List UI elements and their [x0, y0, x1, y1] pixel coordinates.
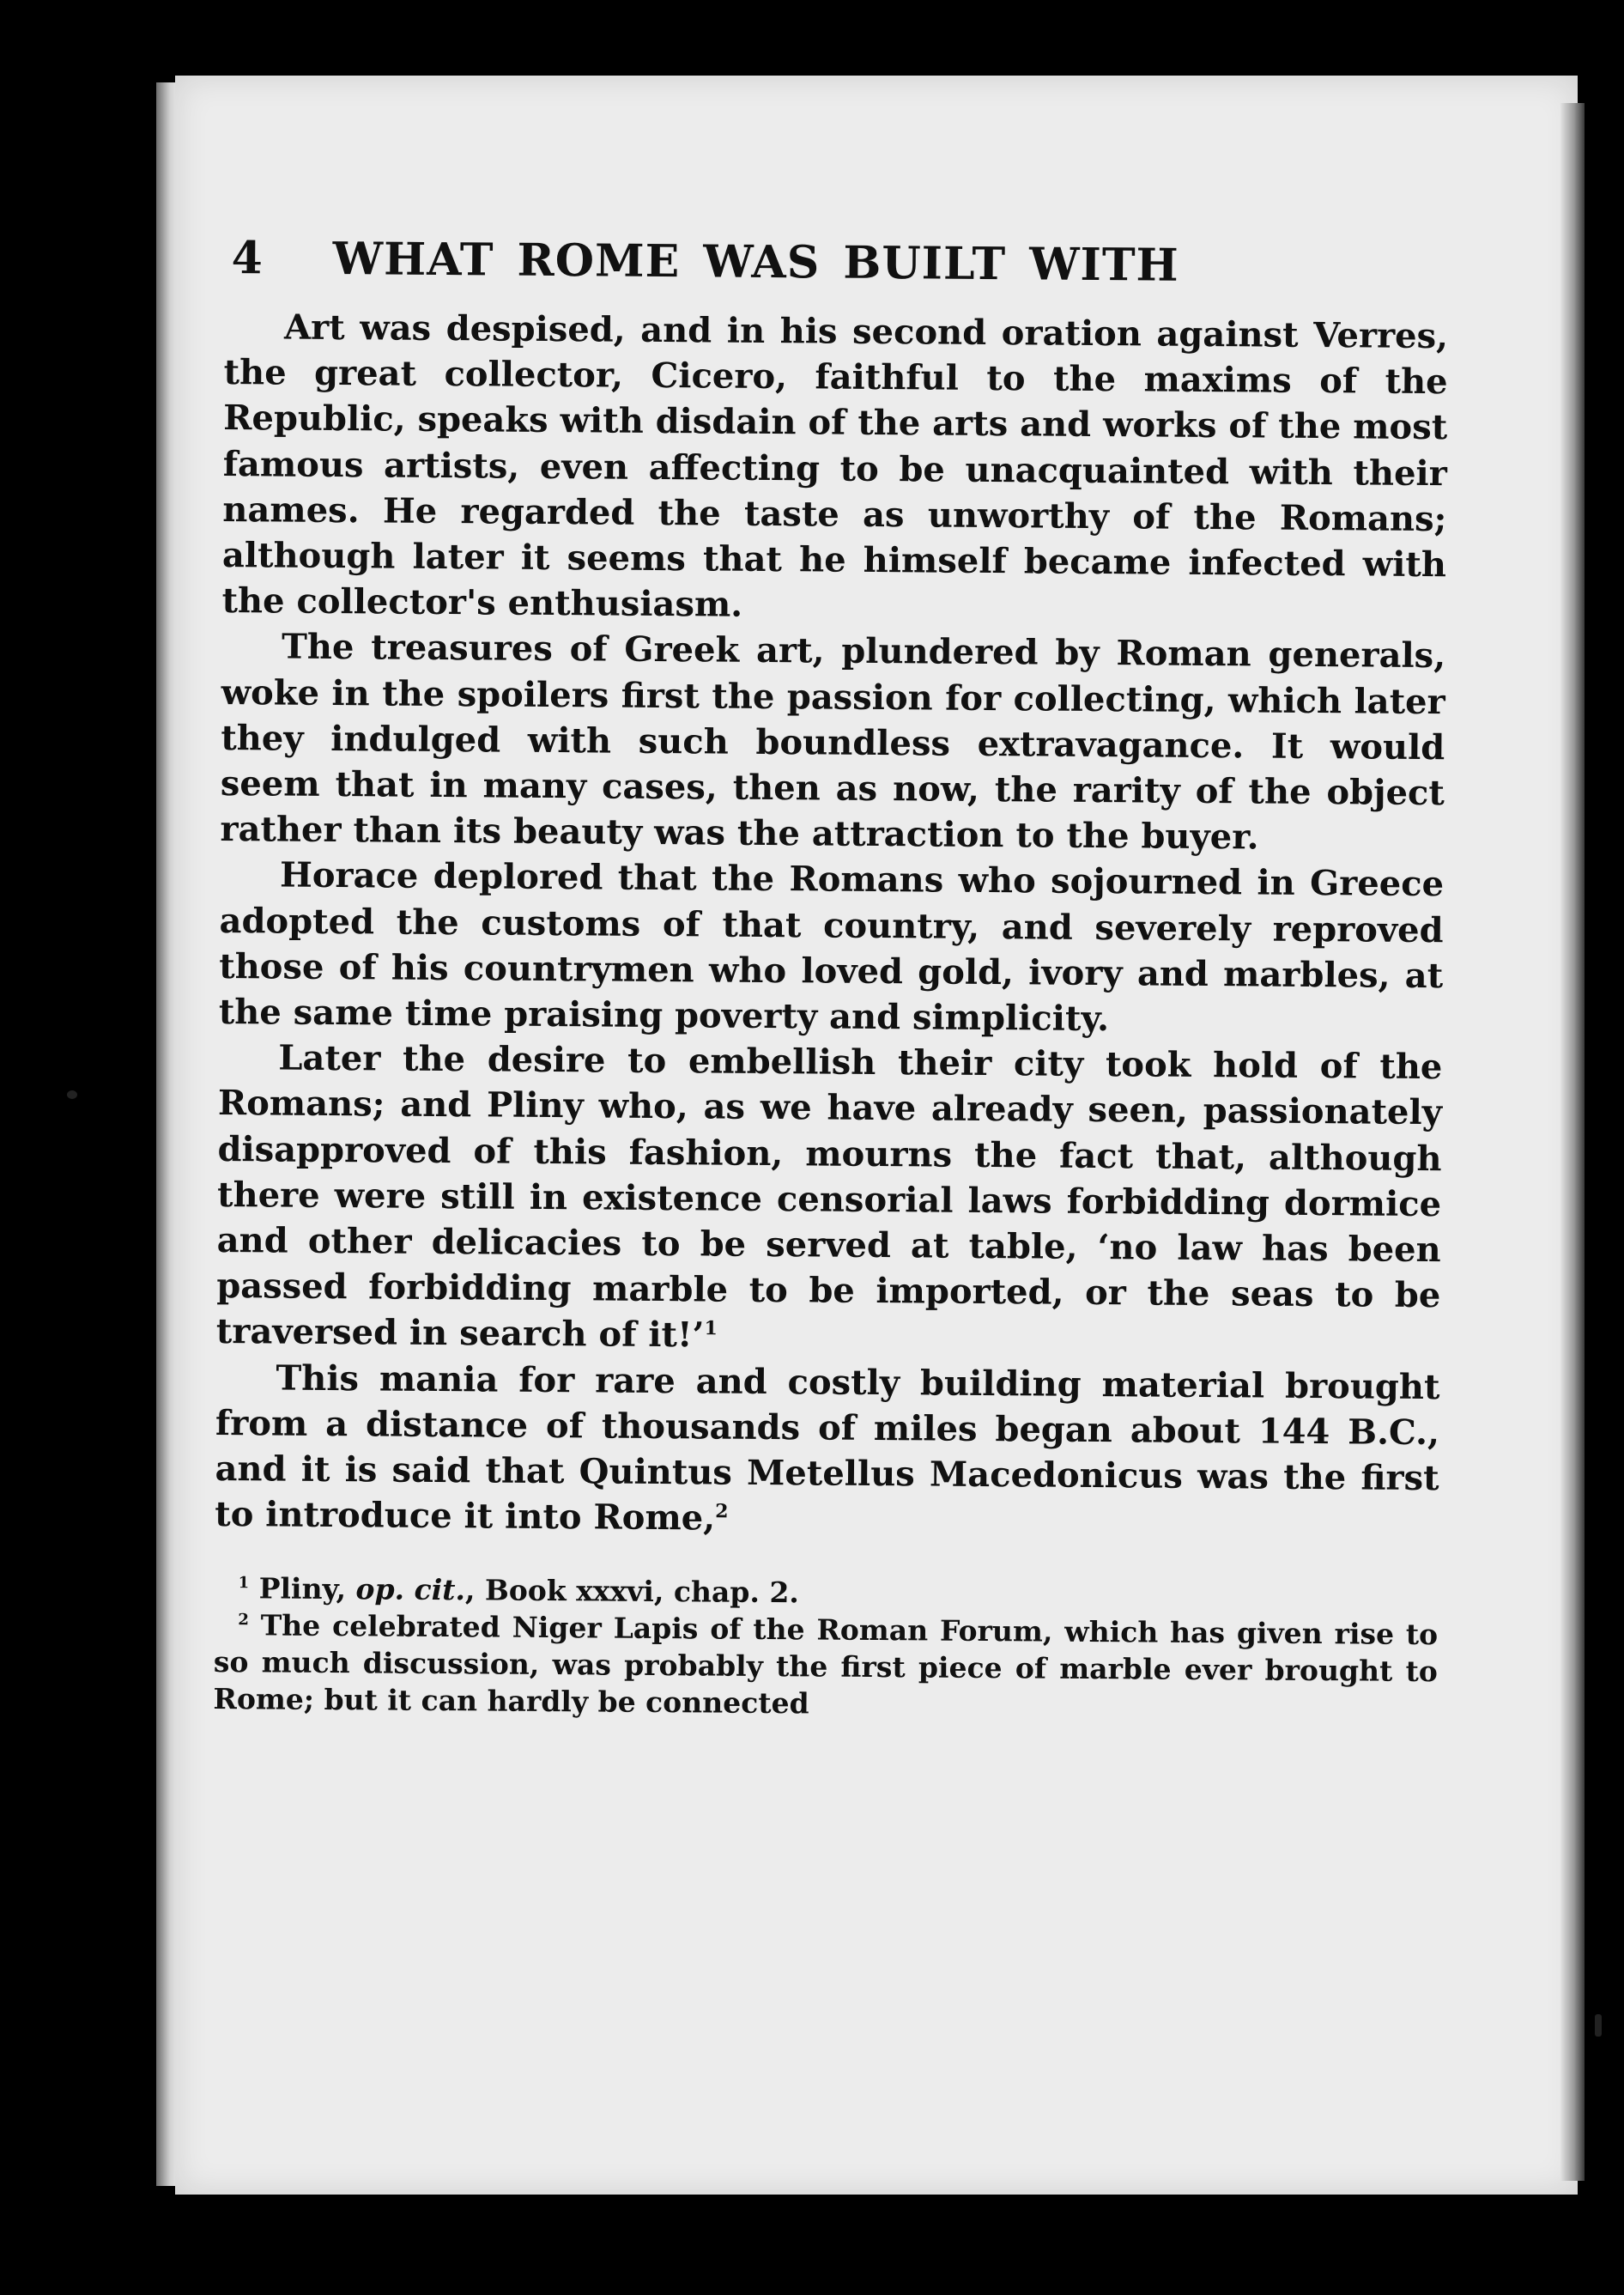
right-page-edge [1560, 103, 1585, 2181]
body-text [215, 304, 1448, 1547]
footnote-2-text: The celebrated Niger Lapis of the Roman Forum, which has given rise to so much discussion, was probably the first piece of marble ever brought to Rome; but it can hardly be connected [213, 1608, 1439, 1721]
paragraph-pliny [216, 1035, 1443, 1364]
paragraph-horace: Horace deplored that the Romans who sojourned in Greece adopted the customs of that country, and severely reproved those of his countrymen who loved gold, ivory and marbles, at the same time praising poverty and simplicity. [218, 854, 1445, 1040]
page-text-block [213, 225, 1449, 1727]
page-number: 4 [231, 232, 264, 285]
footnote-ref-1: 1 [704, 1317, 718, 1340]
paragraph-marble-mania-text: This mania for rare and costly building material brought from a distance of thousands of miles began about 144 B.C., and it is said that Quintus Metellus Macedonicus was the first to introduce it into Rome, [215, 1357, 1440, 1539]
paragraph-art-despised: Art was despised, and in his second oration against Verres, the great collector, Cicero, faithful to the maxims of the Republic, speaks with disdain of the arts and works of the most famous artists, even affecting to be unacquainted with their names. He regarded the taste as unworthy of the Romans; although later it seems that he himself became infected with the collector's enthusiasm. [221, 307, 1449, 625]
scan-speck [67, 1090, 77, 1099]
running-head [224, 225, 1449, 301]
footnote-ref-2: 2 [715, 1500, 729, 1523]
footnote-1-italic: op. cit. [355, 1572, 466, 1607]
paragraph-pliny-text: Later the desire to embellish their city took hold of the Romans; and Pliny who, as we have already seen, passionately disapproved of this fashion, mourns the fact that, although there were still in existence censorial laws forbidding dormice and other delicacies to be served at table, ‘no law has been passed forbidding marble to be imported, or the seas to be traversed in search of it!’ [215, 1037, 1443, 1356]
paragraph-greek-treasures: The treasures of Greek art, plundered by Roman generals, woke in the spoilers first the passion for collecting, which later they indulged with such boundless extravagance. It would seem that in many cases, then as now, the rarity of the object rather than its beauty was the attraction to the buyer. [220, 626, 1446, 858]
footnote-2 [213, 1606, 1438, 1727]
paragraph-marble-mania [215, 1355, 1440, 1547]
footnotes [213, 1569, 1438, 1727]
scan-speck [1595, 2014, 1602, 2037]
footnote-1-after: , Book xxxvi, chap. 2. [464, 1573, 800, 1610]
footnote-1-number: 1 [238, 1574, 250, 1593]
footnote-1-before: Pliny, [258, 1571, 356, 1606]
footnote-2-number: 2 [238, 1611, 249, 1630]
running-title: WHAT ROME WAS BUILT WITH [332, 232, 1179, 292]
